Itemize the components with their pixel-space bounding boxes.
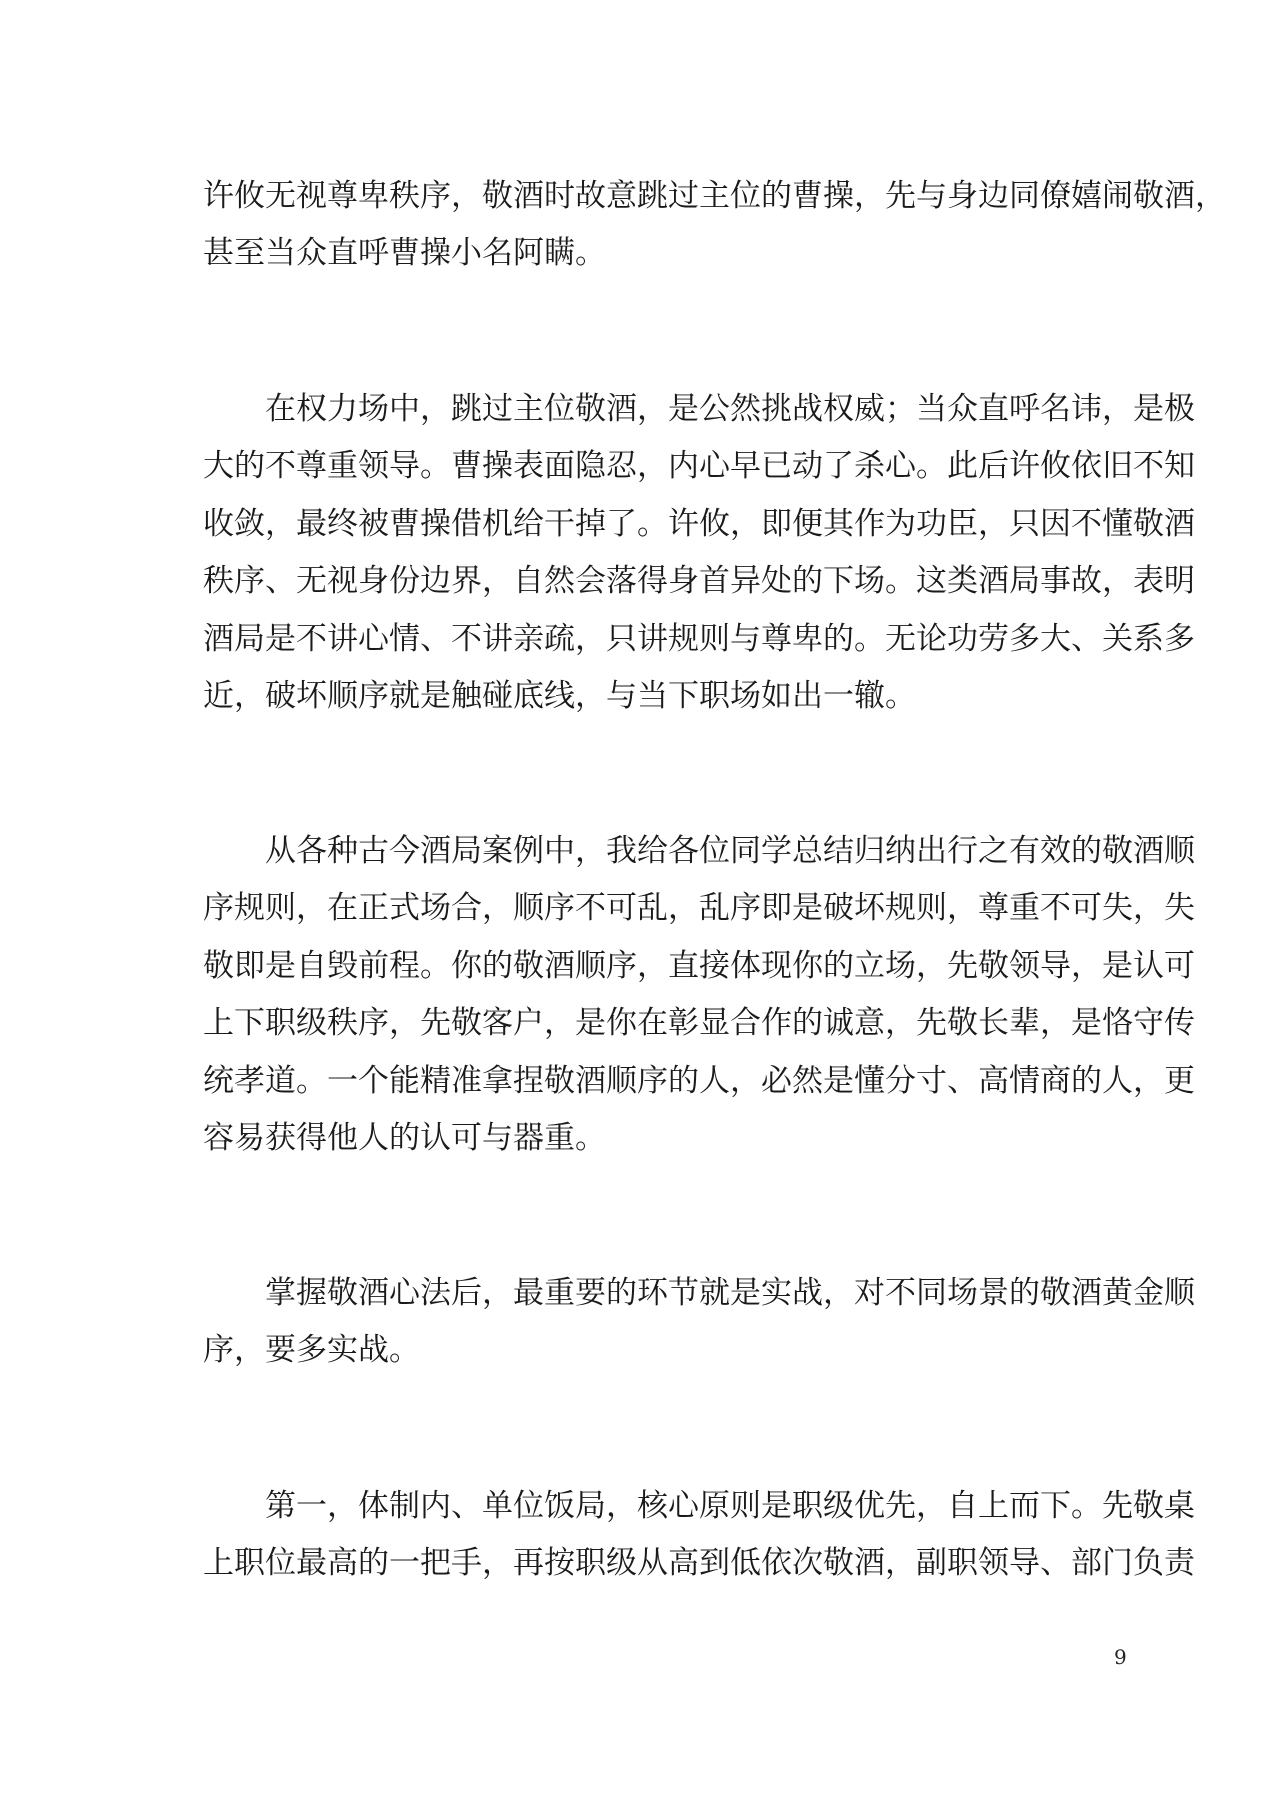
paragraph-1 — [203, 168, 1226, 283]
text-line: 上职位最高的一把手，再按职级从高到低依次敬酒，副职领导、部门负责 — [203, 1545, 1195, 1582]
text-line: 上下职级秩序，先敬客户，是你在彰显合作的诚意，先敬长辈，是恪守传 — [203, 1005, 1195, 1042]
text-line: 甚至当众直呼曹操小名阿瞒。 — [203, 235, 606, 272]
paragraph-3 — [203, 823, 1195, 1167]
paragraph-5 — [203, 1478, 1195, 1593]
text-line: 秩序、无视身份边界，自然会落得身首异处的下场。这类酒局事故，表明 — [203, 563, 1195, 600]
text-line: 许攸无视尊卑秩序，敬酒时故意跳过主位的曹操，先与身边同僚嬉闹敬酒， — [203, 178, 1226, 214]
text-line: 序规则，在正式场合，顺序不可乱，乱序即是破坏规则，尊重不可失，失 — [203, 890, 1195, 927]
page-number: 9 — [1114, 1645, 1127, 1669]
text-line: 敬即是自毁前程。你的敬酒顺序，直接体现你的立场，先敬领导，是认可 — [203, 947, 1195, 984]
paragraph-4 — [203, 1265, 1195, 1380]
text-line: 收敛，最终被曹操借机给干掉了。许攸，即便其作为功臣，只因不懂敬酒 — [203, 505, 1195, 542]
paragraph-2 — [203, 381, 1195, 725]
text-line: 掌握敬酒心法后，最重要的环节就是实战，对不同场景的敬酒黄金顺 — [265, 1275, 1195, 1311]
text-line: 序，要多实战。 — [203, 1332, 420, 1369]
text-line: 在权力场中，跳过主位敬酒，是公然挑战权威；当众直呼名讳，是极 — [265, 391, 1195, 427]
text-line: 第一，体制内、单位饭局，核心原则是职级优先，自上而下。先敬桌 — [265, 1488, 1195, 1524]
text-line: 从各种古今酒局案例中，我给各位同学总结归纳出行之有效的敬酒顺 — [265, 833, 1195, 869]
text-line: 统孝道。一个能精准拿捏敬酒顺序的人，必然是懂分寸、高情商的人，更 — [203, 1062, 1195, 1099]
text-line: 近，破坏顺序就是触碰底线，与当下职场如出一辙。 — [203, 678, 916, 715]
text-line: 酒局是不讲心情、不讲亲疏，只讲规则与尊卑的。无论功劳多大、关系多 — [203, 620, 1195, 657]
text-line: 大的不尊重领导。曹操表面隐忍，内心早已动了杀心。此后许攸依旧不知 — [203, 448, 1195, 485]
text-line: 容易获得他人的认可与器重。 — [203, 1120, 606, 1157]
